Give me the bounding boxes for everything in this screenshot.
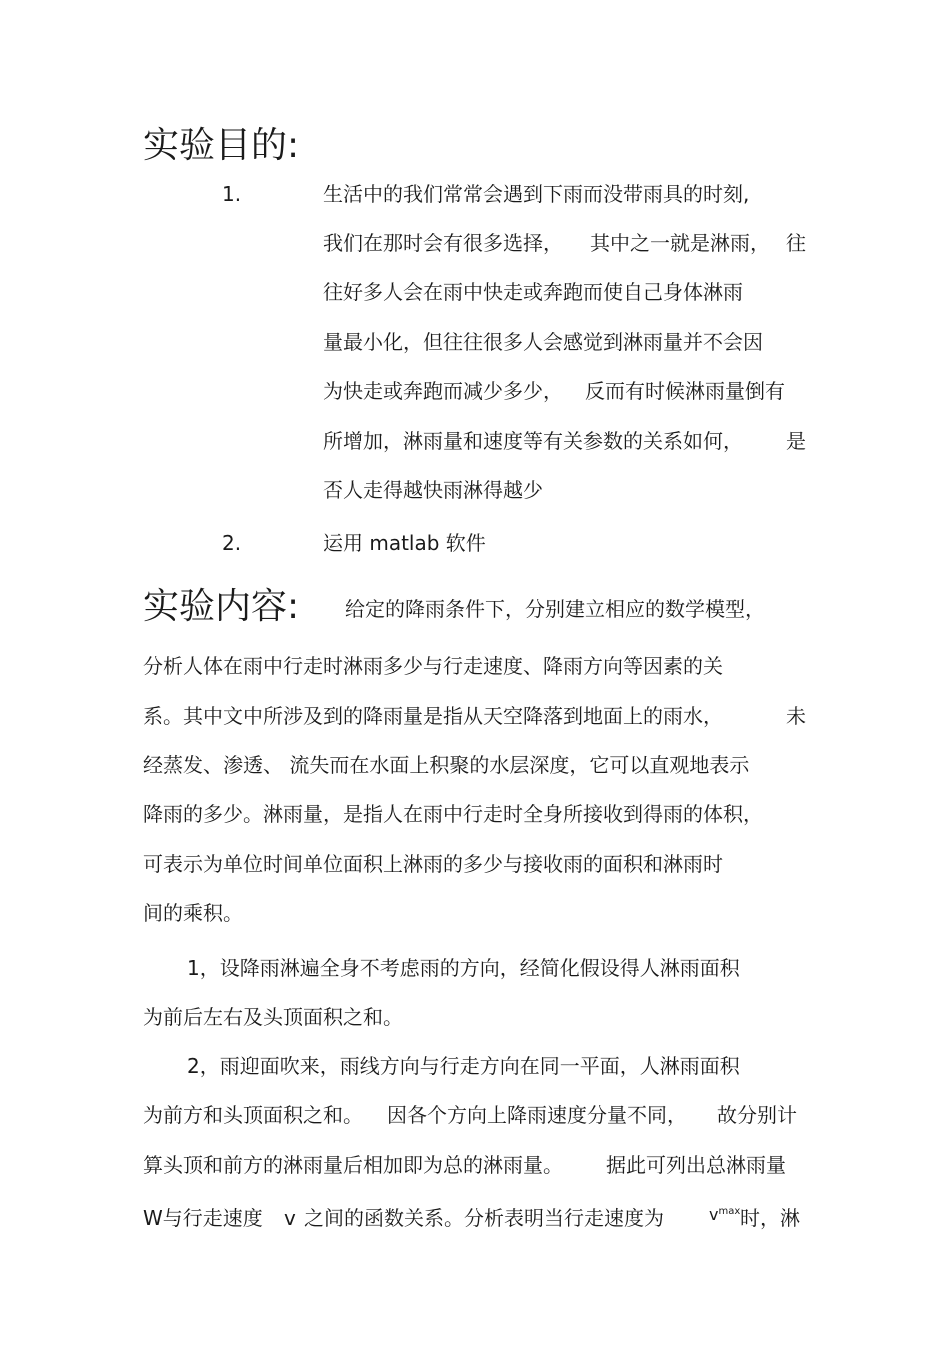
content-para3-line: 2，雨迎面吹来，雨线方向与行走方向在同一平面，人淋雨面积 bbox=[187, 1054, 740, 1078]
content-last-mid: 之间的函数关系。分析表明当行走速度为 bbox=[304, 1206, 664, 1230]
content-para3-line: 因各个方向上降雨速度分量不同， bbox=[387, 1103, 687, 1127]
purpose-item1-line: 量最小化，但往往很多人会感觉到淋雨量并不会因 bbox=[323, 330, 763, 354]
v-max-base: v bbox=[709, 1205, 719, 1224]
content-para3-line: 故分别计 bbox=[717, 1103, 797, 1127]
content-last-tail: 时，淋 bbox=[740, 1206, 800, 1230]
purpose-item1-line: 是 bbox=[786, 429, 806, 453]
content-para1-line: 系。其中文中所涉及到的降雨量是指从天空降落到地面上的雨水， bbox=[143, 704, 723, 728]
content-para1-line: 间的乘积。 bbox=[143, 901, 243, 925]
purpose-item1-line: 我们在那时会有很多选择， bbox=[323, 231, 563, 255]
content-para1-line: 降雨的多少。淋雨量，是指人在雨中行走时全身所接收到得雨的体积， bbox=[143, 802, 763, 826]
content-intro-tail: 给定的降雨条件下，分别建立相应的数学模型， bbox=[345, 597, 765, 621]
purpose-item1-line: 往 bbox=[786, 231, 806, 255]
purpose-item1-line: 生活中的我们常常会遇到下雨而没带雨具的时刻, bbox=[323, 182, 750, 206]
v-max-symbol bbox=[709, 1198, 740, 1229]
content-para1-line: 经蒸发、渗透、 流失而在水面上积聚的水层深度，它可以直观地表示 bbox=[143, 753, 750, 777]
purpose-heading: 实验目的: bbox=[143, 125, 300, 166]
purpose-item1-line: 反而有时候淋雨量倒有 bbox=[585, 379, 785, 403]
content-para2-line: 1，设降雨淋遍全身不考虑雨的方向，经简化假设得人淋雨面积 bbox=[187, 956, 740, 980]
purpose-item1-line: 所增加，淋雨量和速度等有关参数的关系如何， bbox=[323, 429, 743, 453]
content-para3-line: 为前方和头顶面积之和。 bbox=[143, 1103, 363, 1127]
v-max-subscript: max bbox=[718, 1206, 741, 1217]
purpose-item1-number: 1. bbox=[222, 182, 242, 206]
purpose-item1-line: 其中之一就是淋雨， bbox=[590, 231, 770, 255]
content-para1-line: 可表示为单位时间单位面积上淋雨的多少与接收雨的面积和淋雨时 bbox=[143, 852, 723, 876]
purpose-item1-line: 否人走得越快雨淋得越少 bbox=[323, 478, 543, 502]
content-last-v: v bbox=[284, 1206, 296, 1230]
purpose-item2-text: 运用 matlab 软件 bbox=[323, 531, 486, 555]
content-para3-line: 算头顶和前方的淋雨量后相加即为总的淋雨量。 bbox=[143, 1153, 563, 1177]
content-last-w: W与行走速度 bbox=[143, 1206, 263, 1230]
content-para1-line: 分析人体在雨中行走时淋雨多少与行走速度、降雨方向等因素的关 bbox=[143, 654, 723, 678]
content-para3-line: 据此可列出总淋雨量 bbox=[606, 1153, 786, 1177]
purpose-item1-line: 往好多人会在雨中快走或奔跑而使自己身体淋雨 bbox=[323, 280, 743, 304]
content-heading: 实验内容: bbox=[143, 586, 300, 627]
purpose-item2-number: 2. bbox=[222, 531, 242, 555]
purpose-item1-line: 为快走或奔跑而减少多少， bbox=[323, 379, 563, 403]
content-para1-line: 未 bbox=[786, 704, 806, 728]
content-para2-line: 为前后左右及头顶面积之和。 bbox=[143, 1005, 403, 1029]
